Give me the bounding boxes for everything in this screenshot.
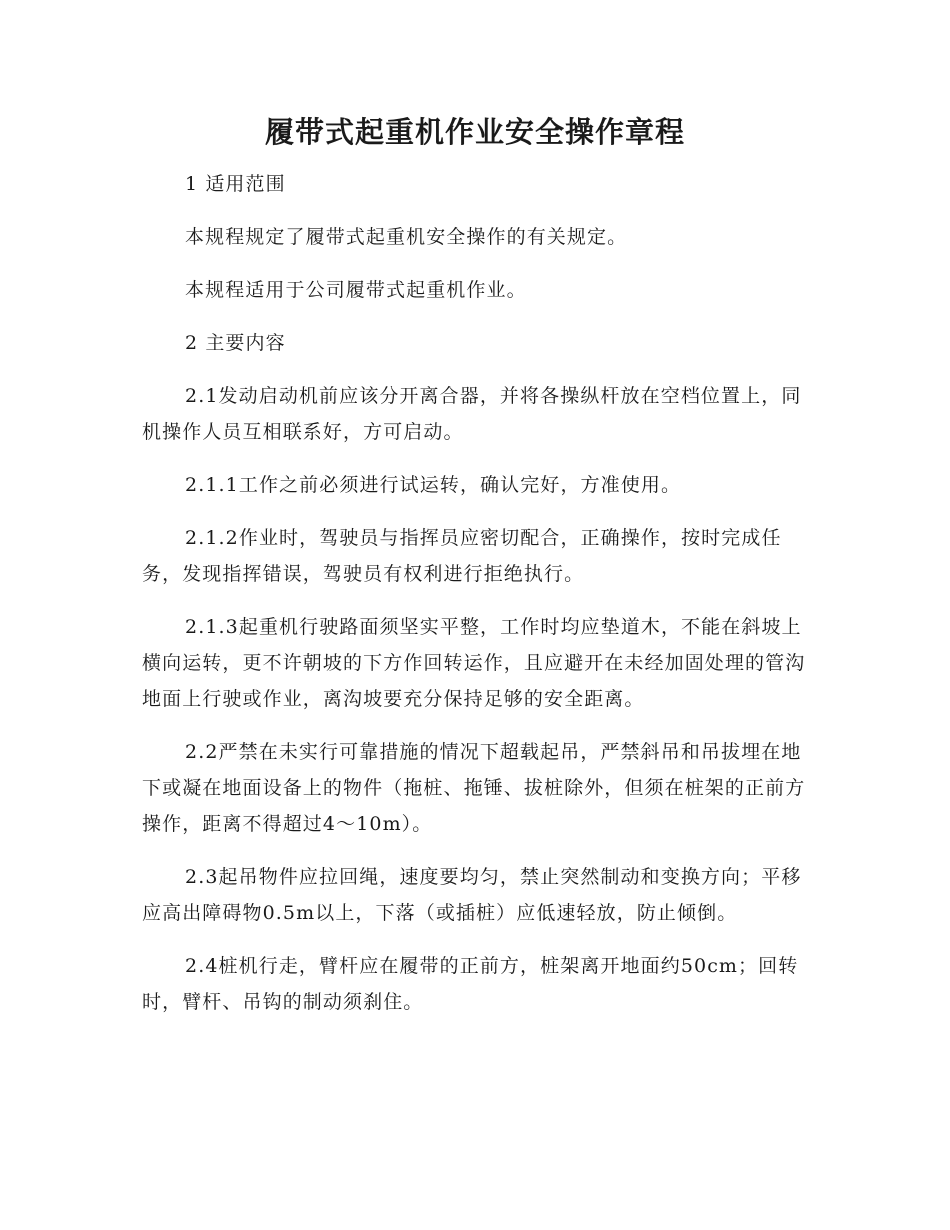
- paragraph-2-1-2: 2.1.2作业时，驾驶员与指挥员应密切配合，正确操作，按时完成任务，发现指挥错误，驾驶员有权利进行拒绝执行。: [142, 527, 782, 585]
- document-body: [142, 166, 810, 1037]
- paragraph-2-1: 2.1发动启动机前应该分开离合器，并将各操纵杆放在空档位置上，同机操作人员互相联系好，方可启动。: [142, 385, 802, 443]
- paragraph-2-4: 2.4桩机行走，臂杆应在履带的正前方，桩架离开地面约50cm；回转时，臂杆、吊钩的制动须刹住。: [142, 955, 799, 1013]
- paragraph-2-1-1: 2.1.1工作之前必须进行试运转，确认完好，方准使用。: [185, 474, 682, 496]
- paragraph-2-1-3: 2.1.3起重机行驶路面须坚实平整，工作时均应垫道木，不能在斜坡上横向运转，更不许朝坡的下方作回转运作，且应避开在未经加固处理的管沟地面上行驶或作业，离沟坡要充分保持足够的安全距离。: [142, 616, 806, 710]
- document-title: 履带式起重机作业安全操作章程: [264, 115, 685, 149]
- paragraph-2-2: 2.2严禁在未实行可靠措施的情况下超载起吊，严禁斜吊和吊拔埋在地下或凝在地面设备上的物件（拖桩、拖锤、拔桩除外，但须在桩架的正前方操作，距离不得超过4～10m）。: [142, 741, 806, 835]
- paragraph-2-3: 2.3起吊物件应拉回绳，速度要均匀，禁止突然制动和变换方向；平移应高出障碍物0.5m以上，下落（或插桩）应低速轻放，防止倾倒。: [142, 866, 802, 924]
- paragraph-scope-definition: 本规程规定了履带式起重机安全操作的有关规定。: [185, 226, 628, 248]
- paragraph-scope-applicability: 本规程适用于公司履带式起重机作业。: [185, 279, 527, 301]
- section-heading-scope: 1 适用范围: [185, 173, 286, 195]
- section-heading-main-content: 2 主要内容: [185, 332, 286, 354]
